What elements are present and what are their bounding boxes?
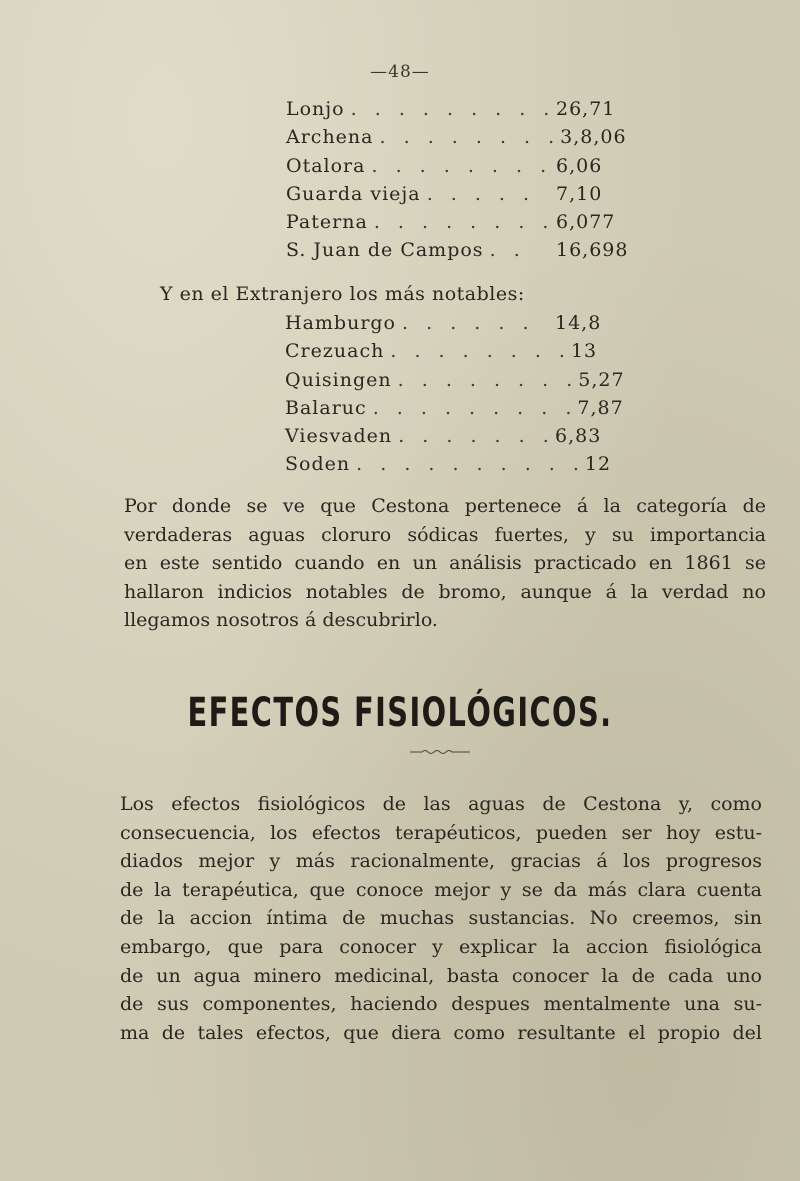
text-line: Los efectos fisiológicos de las aguas de Cestona y, como [120,793,762,815]
leader-dots: . . . . . . . . [379,126,561,149]
text-line: de sus componentes, haciendo despues mentalmente una su- [120,993,762,1016]
place-name: Viesvaden [285,425,393,448]
place-name: Crezuach [285,340,385,363]
text-line: consecuencia, los efectos terapéuticos, pueden ser hoy estu- [120,821,762,844]
paragraph-physiological-effects [120,790,762,1047]
text-line: de un agua minero medicinal, basta conocer la de cada uno [120,964,762,987]
table-row [285,369,645,397]
table-row [286,183,646,211]
paragraph-conclusion [124,492,766,635]
place-name: Hamburgo [285,312,396,334]
leader-dots: . . . . . . . . . [350,98,556,120]
table-row [286,126,646,154]
leader-dots: . . . . . . . . . [372,396,578,419]
place-value: 6,077 [556,211,616,234]
leader-dots: . . . . . . . . [390,340,571,363]
table-row [285,340,645,368]
leader-dots: . . . . . [426,182,536,205]
table-abroad [285,312,645,482]
place-value: 5,27 [578,368,625,391]
leader-dots: . . . . . . . . [373,211,555,234]
place-value: 14,8 [555,312,602,334]
text-line: en este sentido cuando en un análisis practicado en 1861 se [124,552,766,575]
text-line: embargo, que para conocer y explicar la accion fisiológica [120,935,762,958]
place-name: Balaruc [285,396,367,419]
text-line: ma de tales efectos, que diera como resultante el propio del [120,1021,762,1044]
section-heading: EFECTOS FISIOLÓGICOS. [187,690,613,736]
place-value: 3,8,06 [560,126,627,149]
text-line: hallaron indicios notables de bromo, aunque á la verdad no [124,580,766,603]
place-name: Quisingen [285,368,392,391]
leader-dots: . . . . . . . . [371,154,553,177]
text-line: Por donde se ve que Cestona pertenece á la categoría de [124,495,766,517]
leader-dots: . . . . . . . [398,425,555,448]
table-row [285,312,645,340]
place-name: S. Juan de Campos [286,239,484,262]
place-value: 13 [570,340,598,363]
place-value: 7,87 [577,396,624,419]
leader-dots: . . . . . . . . [397,368,579,391]
leader-dots: . . [489,239,526,262]
place-value: 7,10 [556,182,603,205]
table-row [285,397,645,425]
table-row [286,211,646,239]
leader-dots: . . . . . . [402,312,535,334]
table-spain [286,98,646,268]
table-row [285,453,645,481]
text-line: de la accion íntima de muchas sustancias. No creemos, sin [120,907,762,930]
place-value: 6,83 [555,425,602,448]
place-name: Soden [285,453,351,476]
place-name: Otalora [286,154,366,177]
text-line: verdaderas aguas cloruro sódicas fuertes, y su importancia [124,523,766,546]
text-line: diados mejor y más racionalmente, gracias á los progresos [120,850,762,873]
place-value: 26,71 [556,98,616,120]
page-number: —48— [370,62,430,82]
place-name: Lonjo [286,98,345,120]
place-value: 16,698 [556,239,629,262]
wavy-rule-ornament [410,748,470,756]
intro-line: Y en el Extranjero los más notables: [160,283,525,305]
table-row [285,425,645,453]
text-line: llegamos nosotros á descubrirlo. [124,609,438,632]
place-value: 12 [584,453,612,476]
place-value: 6,06 [556,154,603,177]
place-name: Paterna [286,211,368,234]
text-line: de la terapéutica, que conoce mejor y se da más clara cuenta [120,878,762,901]
place-name: Archena [286,126,374,149]
table-row [286,98,646,126]
table-row [286,155,646,183]
table-row [286,239,646,267]
leader-dots: . . . . . . . . . . [356,453,585,476]
place-name: Guarda vieja [286,182,421,205]
